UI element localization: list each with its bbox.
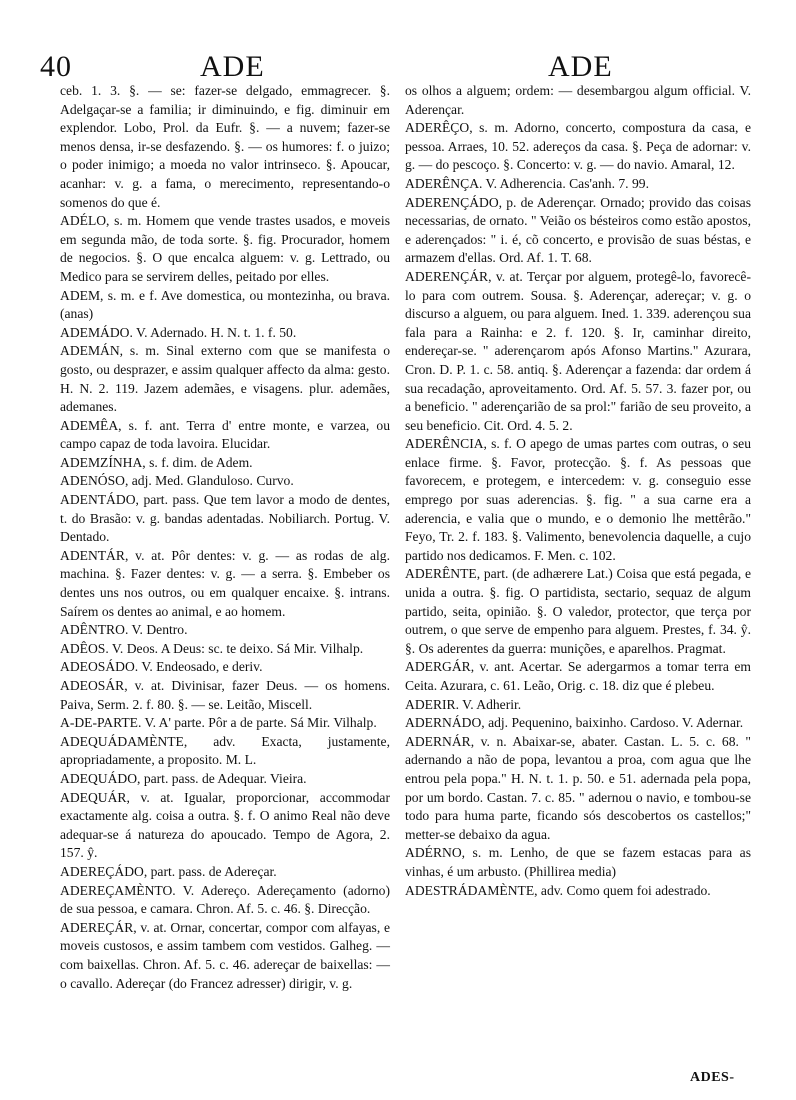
entry-paragraph: ADEMZÍNHA, s. f. dim. de Adem. bbox=[60, 454, 253, 470]
entry-paragraph: ADEREÇÁR, v. at. Ornar, concertar, compor com alfayas, e moveis custosos, e assim tambem com vestidos. Galheg. — com baixellas. Chron. Af. 5. c. 46. adereçar de baixellas: — o cavallo. Adereçar (do Francez adresser) dirigir, v. g. bbox=[60, 919, 390, 991]
entry-paragraph: ADESTRÁDAMÈNTE, adv. Como quem foi adestrado. bbox=[405, 882, 711, 898]
entry-paragraph: ADEREÇÁDO, part. pass. de Adereçar. bbox=[60, 863, 277, 879]
entry-paragraph: ADEQUÁDO, part. pass. de Adequar. Vieira. bbox=[60, 770, 307, 786]
entry-paragraph: ADEMÁN, s. m. Sinal externo com que se manifesta o gosto, ou desprazer, e assim qualquer affecto da alma: gesto. H. N. 2. 119. Jazem ademães, e visagens. plur. ademães, ademanes. bbox=[60, 343, 390, 415]
entry-paragraph: ADEM, s. m. e f. Ave domestica, ou montezinha, ou brava. (anas) bbox=[60, 287, 390, 322]
entry-paragraph: os olhos a alguem; ordem: — desembargou algum official. V. Aderençar. bbox=[405, 83, 751, 117]
entry-paragraph: ADERENÇÁDO, p. de Aderençar. Ornado; provido das coisas necessarias, de ornato. " Veião os bésteiros como estão apostos, e aderençados: " i. é, cõ concerto, e provisão de suas béstas, e armazem d'ellas. Ord. Af. 1. T. 68. bbox=[405, 194, 751, 266]
entry-paragraph: ADEOSÁR, v. at. Divinisar, fazer Deus. — os homens. Paiva, Serm. 2. f. 80. §. — se. Leitão, Miscell. bbox=[60, 678, 390, 712]
entry-paragraph: ADEMÊA, s. f. ant. Terra d' entre monte, e varzea, ou campo capaz de toda lavoira. Elucidar. bbox=[60, 417, 390, 452]
entry-paragraph: ADEMÁDO. V. Adernado. H. N. t. 1. f. 50. bbox=[60, 324, 297, 340]
entry-paragraph: ADERNÁDO, adj. Pequenino, baixinho. Cardoso. V. Adernar. bbox=[405, 715, 744, 731]
left-column bbox=[60, 82, 390, 993]
entry-paragraph: ADERGÁR, v. ant. Acertar. Se adergarmos a tomar terra em Ceita. Azurara, c. 61. Leão, Orig. c. 18. diz que é plebeu. bbox=[405, 659, 751, 693]
entry-paragraph: ADENÓSO, adj. Med. Glanduloso. Curvo. bbox=[60, 473, 294, 489]
entry-paragraph: ADÊOS. V. Deos. A Deus: sc. te deixo. Sá Mir. Vilhalp. bbox=[60, 640, 364, 656]
entry-paragraph: ADÉLO, s. m. Homem que vende trastes usados, e moveis em segunda mão, de toda sorte. §. fig. Procurador, homem de negocios. §. O que encalca alguem: v. g. Lettrado, ou Medico para se servirem delles, peitado por elles. bbox=[60, 213, 390, 284]
right-column bbox=[405, 82, 751, 900]
entry-paragraph: ADENTÁDO, part. pass. Que tem lavor a modo de dentes, t. do Brasão: v. g. bandas adentadas. Nobiliarch. Portug. V. Dentado. bbox=[60, 492, 390, 545]
entry-paragraph: ADERÊÇO, s. m. Adorno, concerto, compostura da casa, e pessoa. Arraes, 10. 52. adereços da casa. §. Peça de adornar: v. g. — do pescoço. §. Concerto: v. g. — do navio. Amaral, 12. bbox=[405, 120, 751, 173]
entry-paragraph: ADERÊNTE, part. (de adhærere Lat.) Coisa que está pegada, e unida a outra. §. fig. O partidista, sectario, sequaz de algum partido, seita, opinião. §. O valedor, protector, que terça por outrem, o que serve de empenho para alguem. Prestes, f. 34. ŷ. §. Os aderentes da guerra: munições, e aparelhos. Pragmat. bbox=[405, 566, 751, 656]
entry-paragraph: ADEOSÁDO. V. Endeosado, e deriv. bbox=[60, 659, 263, 675]
entry-paragraph: ADENTÁR, v. at. Pôr dentes: v. g. — as rodas de alg. machina. §. Fazer dentes: v. g. — a serra. §. Embeber os dentes uns nos outros, ou em qualquer encaixe. §. intrans. Saírem os dentes ao animal, e ao homem. bbox=[60, 547, 390, 619]
entry-paragraph: ceb. 1. 3. §. — se: fazer-se delgado, emmagrecer. §. Adelgaçar-se a familia; ir diminuindo, e fig. diminuir em explendor. Lobo, Prol. da Eufr. §. — a nuvem; fazer-se menos densa, ir-se desfazendo. §. — os humores: f. o juizo; o poder inimigo; a moeda no valor intrinseco. §. Apoucar, acanhar: v. g. a fama, o merecimento, representando-o somenos do que é. bbox=[60, 83, 390, 210]
catchword: ADES- bbox=[690, 1070, 735, 1085]
right-running-head: ADE bbox=[548, 50, 613, 83]
entry-paragraph: ADEQUÁR, v. at. Igualar, proporcionar, accommodar exactamente alg. coisa a outra. §. f. O animo Real não deve adequar-se á natureza do apoucado. Tempo de Agora, 2. 157. ŷ. bbox=[60, 789, 390, 861]
entry-paragraph: ADÉRNO, s. m. Lenho, de que se fazem estacas para as vinhas, é um arbusto. (Phillirea media) bbox=[405, 845, 751, 879]
entry-paragraph: ADEQUÁDAMÈNTE, adv. Exacta, justamente, apropriadamente, a proposito. M. L. bbox=[60, 733, 390, 768]
entry-paragraph: ADÊNTRO. V. Dentro. bbox=[60, 622, 188, 638]
entry-paragraph: ADERIR. V. Adherir. bbox=[405, 696, 522, 712]
entry-paragraph: A-DE-PARTE. V. A' parte. Pôr a de parte. Sá Mir. Vilhalp. bbox=[60, 715, 377, 731]
entry-paragraph: ADERNÁR, v. n. Abaixar-se, abater. Castan. L. 5. c. 68. " adernando a não de popa, levantou a proa, com agua que lhe entrou pela popa." H. N. t. 1. p. 50. e 51. adernada pela popa, por um bordo. Castan. 7. c. 85. " adernou o navio, e tombou-se todo para huma parte, ficando sós descobertos os castellos;" metter-se debaixo da agua. bbox=[405, 733, 751, 842]
entry-paragraph: ADERENÇÁR, v. at. Terçar por alguem, protegê-lo, favorecê-lo para com outrem. Sousa. §. Aderençar, adereçar; v. g. o discurso a alguem, ou para alguem. Ined. 1. 339. aderençou sua fala para a Rainha: e 2. f. 120. §. Ir, caminhar direito, endereçar-se. " aderençarom após Afonso Martins." Azurara, Cron. D. P. 1. c. 58. antiq. §. Aderençar a fazenda: dar ordem á sua recadação, aproveitamento. Ord. Af. 5. 57. 3. fazer por, ou a beneficio. " aderençarião de sa prol:" farião de seu proveito, a seu beneficio. Cit. Ord. 4. 5. 2. bbox=[405, 268, 751, 433]
left-running-head: ADE bbox=[200, 50, 265, 83]
entry-paragraph: ADERÊNÇA. V. Adherencia. Cas'anh. 7. 99. bbox=[405, 175, 649, 191]
entry-paragraph: ADEREÇAMÈNTO. V. Adereço. Adereçamento (adorno) de sua pessoa, e camara. Chron. Af. 5. c. 46. §. Direcção. bbox=[60, 882, 390, 917]
entry-paragraph: ADERÊNCIA, s. f. O apego de umas partes com outras, o seu enlace firme. §. Favor, protecção. §. f. As pessoas que favorecem, e protegem, e intercedem: v. g. conseguio esse emprego por suas aderencias. §. fig. " a sua carne era a aderencia, e valia que o mundo, e o demonio lhe mettêrão." Feyo, Tr. 2. f. 183. §. Valimento, benevolencia daquelle, a cujo partido nos dedicamos. F. Men. c. 102. bbox=[405, 436, 751, 563]
page-number: 40 bbox=[40, 50, 72, 83]
